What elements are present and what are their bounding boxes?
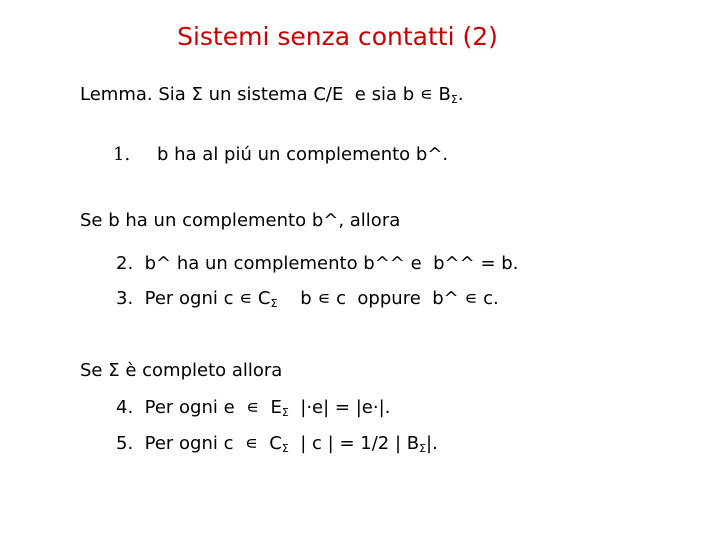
lemma-line: [80, 84, 464, 106]
item5-a: 5. Per ogni c: [116, 433, 245, 454]
item4-c: |·e| = |e·|.: [288, 397, 391, 418]
element-symbol: ∊: [464, 288, 478, 309]
element-symbol: ∊: [239, 288, 253, 309]
sigma-subscript: Σ: [450, 93, 458, 106]
slide-title: Sistemi senza contatti (2): [177, 22, 498, 51]
item4-b: E: [259, 397, 282, 418]
item1-text: b ha al piú un complemento b^.: [157, 144, 449, 165]
item3-d: c oppure b^: [330, 288, 465, 309]
sigma-symbol: Σ: [191, 84, 203, 105]
element-symbol: ∊: [246, 397, 260, 418]
sigma-subscript: Σ: [270, 297, 278, 310]
item5-c: | c | = 1/2 | B: [288, 433, 420, 454]
lemma-end: .: [457, 84, 464, 105]
element-symbol: ∊: [419, 84, 433, 105]
sigma-subscript: Σ: [419, 442, 427, 455]
lemma-middle: un sistema C/E e sia b: [202, 84, 420, 105]
item1-number: 1.: [113, 144, 131, 165]
item3-c: b: [277, 288, 318, 309]
item5-d: |.: [426, 433, 438, 454]
item4: [116, 397, 390, 419]
item2: 2. b^ ha un complemento b^^ e b^^ = b.: [116, 253, 519, 274]
condition2: [80, 360, 282, 381]
item3-a: 3. Per ogni c: [116, 288, 240, 309]
item5: [116, 433, 438, 455]
sigma-subscript: Σ: [281, 406, 289, 419]
item4-a: 4. Per ogni e: [116, 397, 247, 418]
lemma-prefix: Lemma. Sia: [80, 84, 192, 105]
item3-b: C: [252, 288, 271, 309]
item3: [116, 288, 499, 310]
cond2-a: Se: [80, 360, 109, 381]
sigma-subscript: Σ: [281, 442, 289, 455]
item5-b: C: [257, 433, 282, 454]
sigma-symbol: Σ: [108, 360, 120, 381]
element-symbol: ∊: [317, 288, 331, 309]
element-symbol: ∊: [244, 433, 258, 454]
item3-e: c.: [477, 288, 499, 309]
condition1: Se b ha un complemento b^, allora: [80, 210, 401, 231]
cond2-b: è completo allora: [119, 360, 283, 381]
lemma-set: B: [432, 84, 451, 105]
